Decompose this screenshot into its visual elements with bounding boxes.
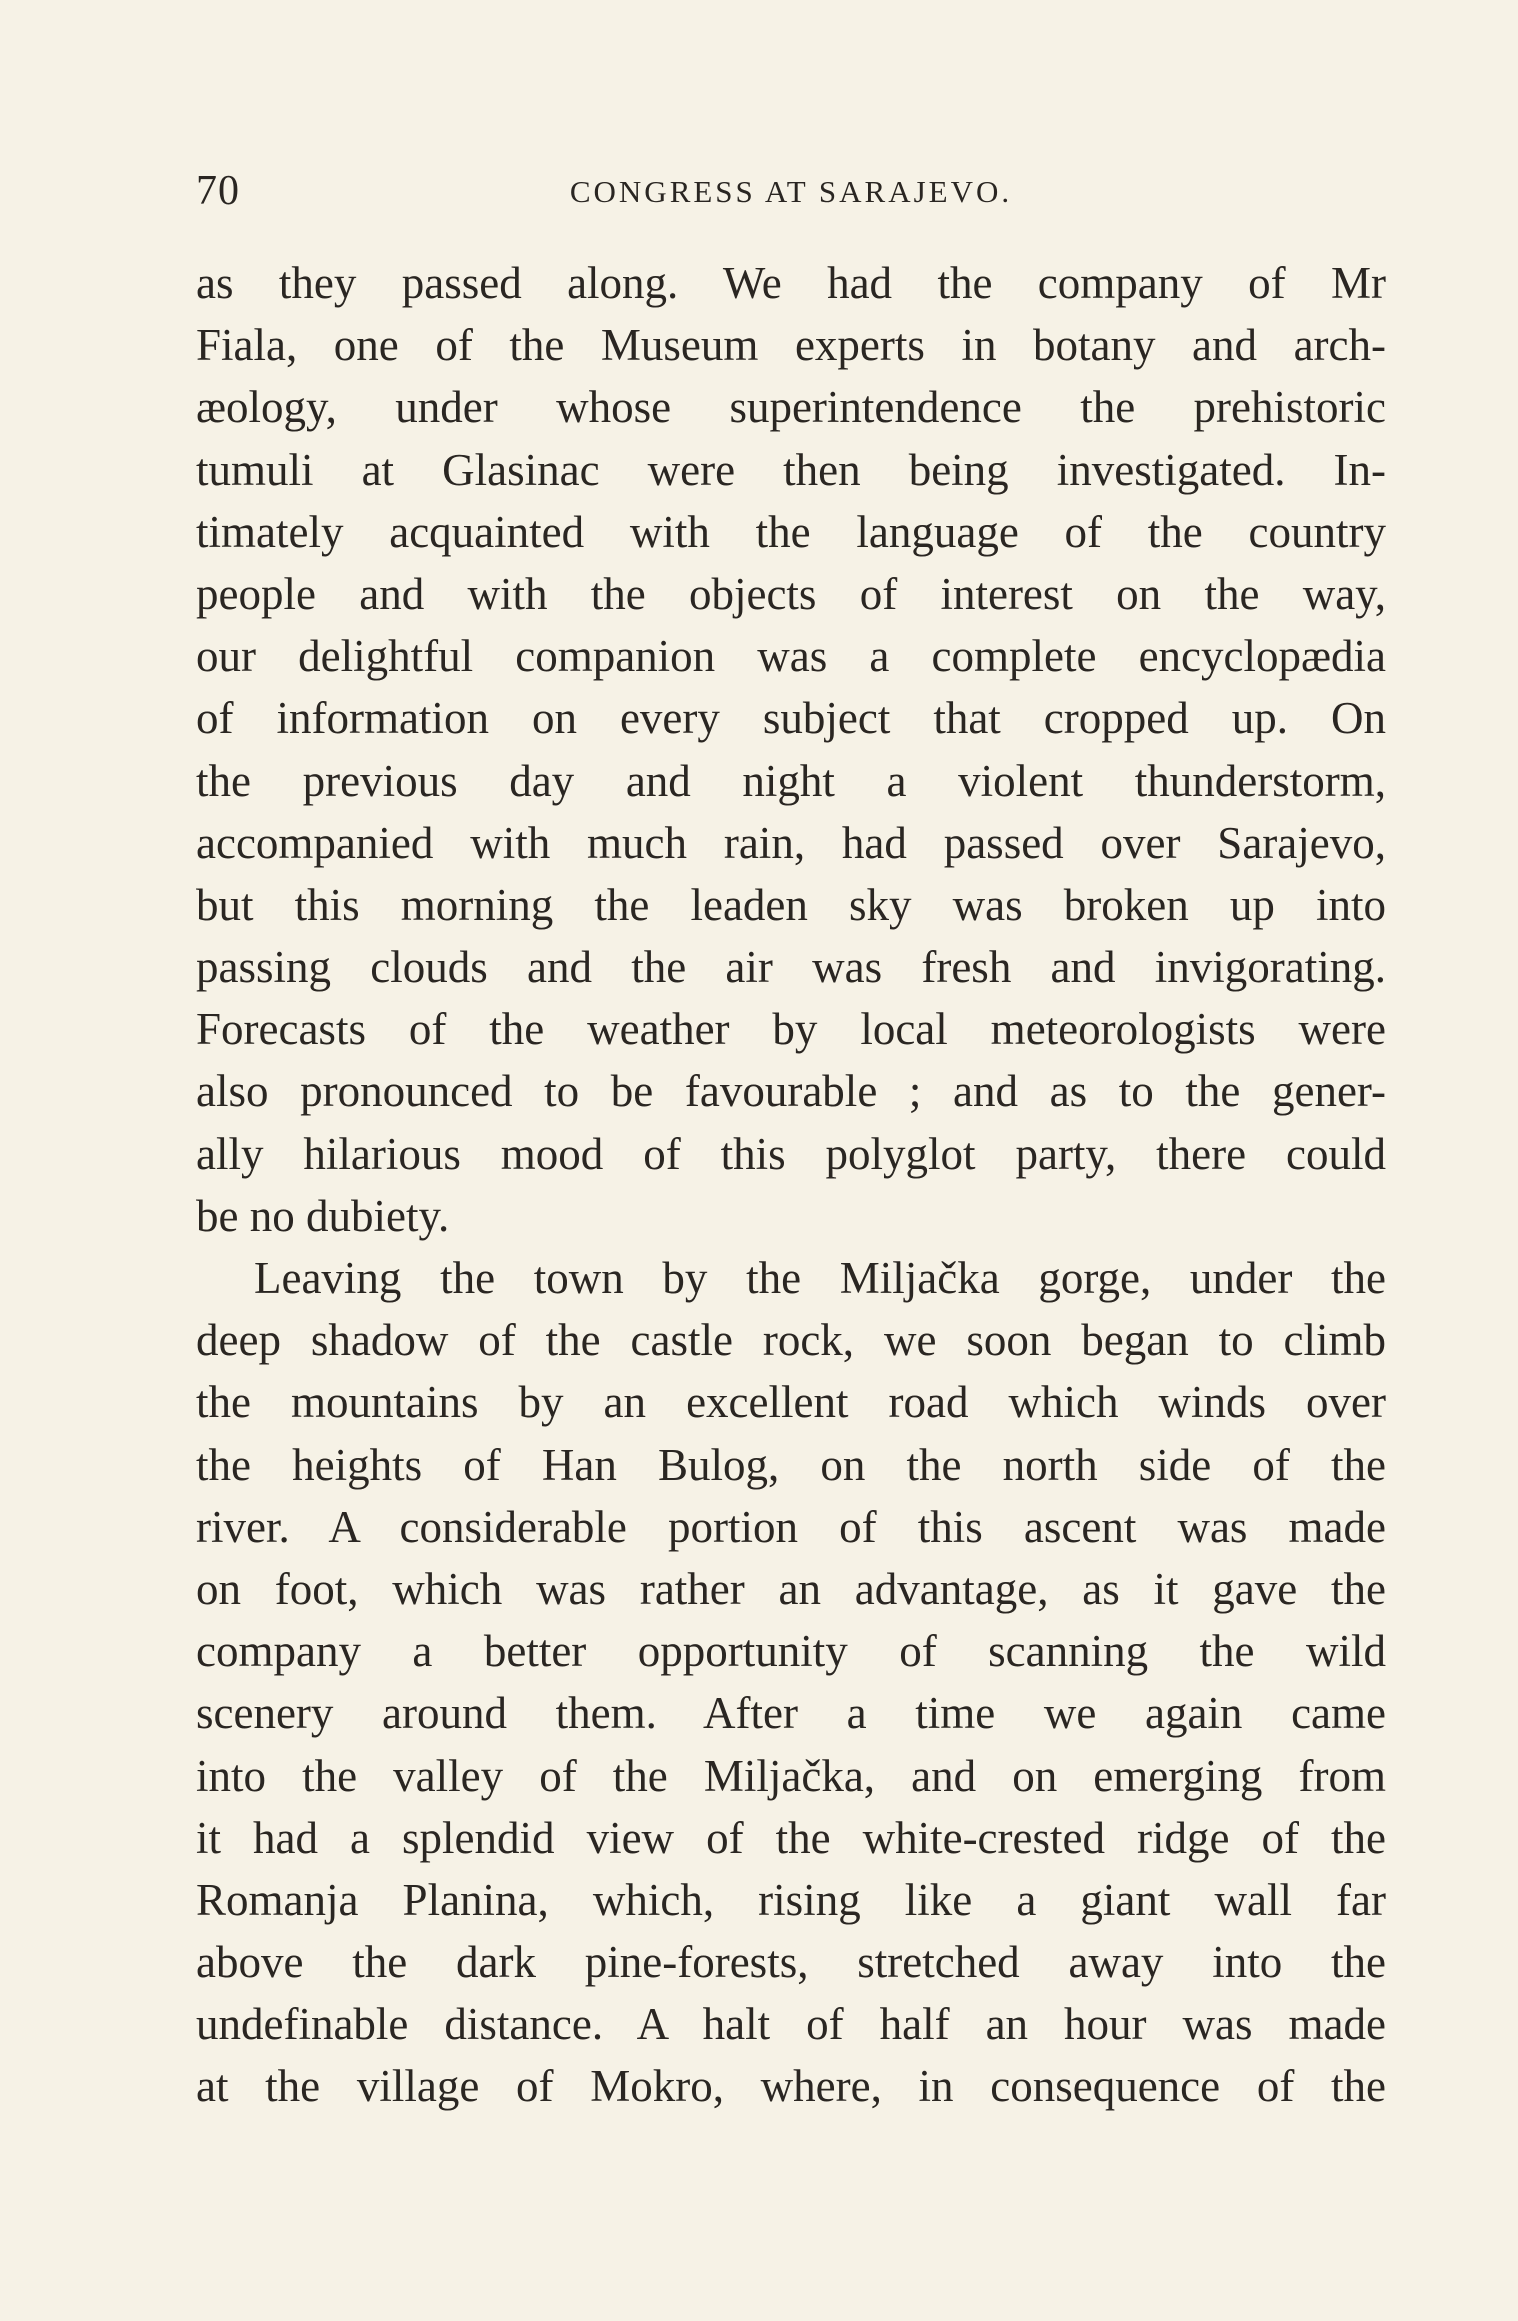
text-line: the previous day and night a violent thunderstorm, bbox=[196, 755, 1386, 806]
text-line: at the village of Mokro, where, in consequence of the bbox=[196, 2061, 1386, 2112]
text-line: accompanied with much rain, had passed over Sarajevo, bbox=[196, 817, 1386, 868]
text-line: our delightful companion was a complete encyclopædia bbox=[196, 631, 1386, 682]
text-line: deep shadow of the castle rock, we soon began to climb bbox=[196, 1315, 1386, 1366]
text-line: æology, under whose superintendence the prehistoric bbox=[196, 382, 1386, 433]
text-line: the heights of Han Bulog, on the north side of the bbox=[196, 1439, 1386, 1490]
text-line: timately acquainted with the language of the country bbox=[196, 506, 1386, 557]
text-line: as they passed along. We had the company of Mr bbox=[196, 258, 1386, 308]
running-title: CONGRESS AT SARAJEVO. bbox=[569, 174, 1013, 209]
paragraph-end-line: be no dubiety. bbox=[196, 1190, 450, 1241]
text-line: passing clouds and the air was fresh and invigorating. bbox=[196, 942, 1386, 993]
text-line: Romanja Planina, which, rising like a giant wall far bbox=[196, 1874, 1386, 1925]
text-line: it had a splendid view of the white-crested ridge of the bbox=[196, 1812, 1386, 1863]
text-line: company a better opportunity of scanning the wild bbox=[196, 1626, 1386, 1677]
text-line: on foot, which was rather an advantage, as it gave the bbox=[196, 1563, 1386, 1614]
text-line: also pronounced to be favourable ; and as to the gener- bbox=[196, 1066, 1386, 1117]
body-text bbox=[196, 252, 1386, 2118]
text-line: the mountains by an excellent road which winds over bbox=[196, 1377, 1386, 1428]
text-line: above the dark pine-forests, stretched away into the bbox=[196, 1937, 1386, 1988]
text-line: but this morning the leaden sky was broken up into bbox=[196, 879, 1386, 930]
text-line: river. A considerable portion of this ascent was made bbox=[196, 1501, 1386, 1552]
text-line: tumuli at Glasinac were then being investigated. In- bbox=[196, 444, 1386, 495]
text-line: undefinable distance. A halt of half an hour was made bbox=[196, 1999, 1386, 2050]
text-line: Forecasts of the weather by local meteorologists were bbox=[196, 1004, 1386, 1055]
text-line: Fiala, one of the Museum experts in botany and arch- bbox=[196, 320, 1386, 371]
page-number: 70 bbox=[196, 168, 240, 214]
text-line: ally hilarious mood of this polyglot party, there could bbox=[196, 1128, 1386, 1179]
text-line: into the valley of the Miljačka, and on emerging from bbox=[196, 1750, 1386, 1801]
text-line: scenery around them. After a time we again came bbox=[196, 1688, 1386, 1739]
running-head bbox=[196, 166, 1386, 216]
text-line: people and with the objects of interest on the way, bbox=[196, 568, 1386, 619]
paragraph-start-line: Leaving the town by the Miljačka gorge, under the bbox=[254, 1253, 1386, 1303]
text-line: of information on every subject that cropped up. On bbox=[196, 693, 1386, 744]
